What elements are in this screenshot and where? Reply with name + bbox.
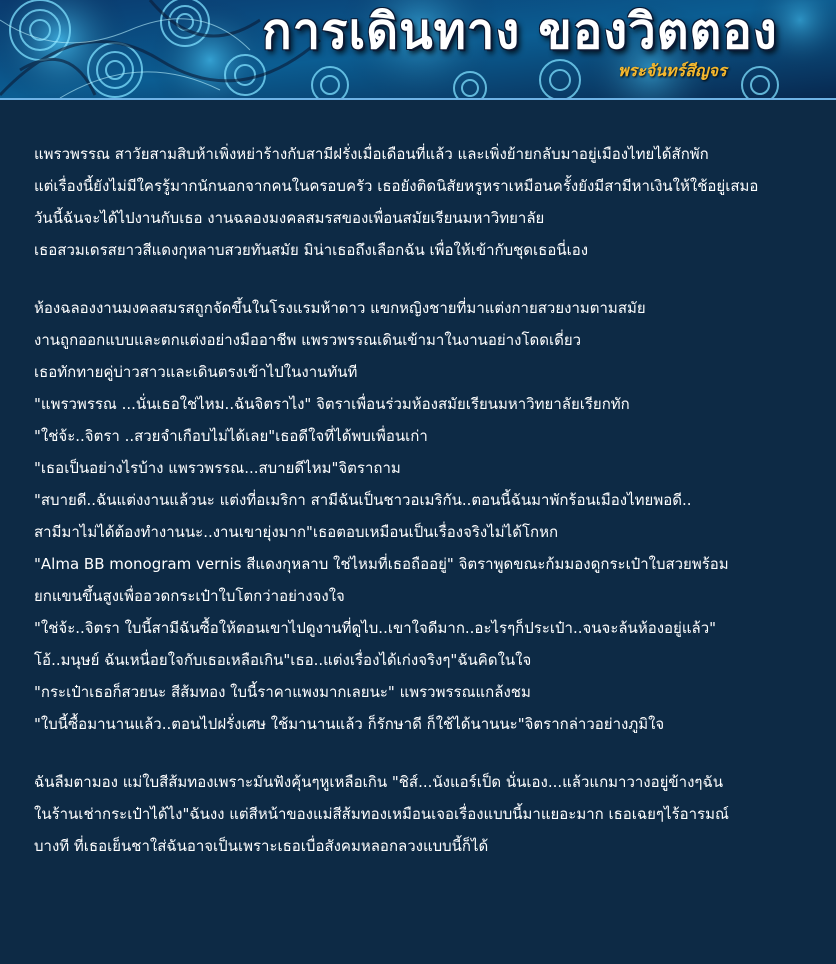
paragraph-3 xyxy=(34,766,824,862)
story-line: เธอสวมเดรสยาวสีแดงกุหลาบสวยทันสมัย มิน่าเธอถึงเลือกฉัน เพื่อให้เข้ากับชุดเธอนี่เอง xyxy=(34,241,589,259)
story-line: โอ้..มนุษย์ ฉันเหนื่อยใจกับเธอเหลือเกิน"เธอ..แต่งเรื่องได้เก่งจริงๆ"ฉันคิดในใจ xyxy=(34,651,532,669)
story-line: ยกแขนขึ้นสูงเพื่ออวดกระเป๋าใบโตกว่าอย่างจงใจ xyxy=(34,587,345,605)
story-line: ฉันลืมตามอง แม่ใบสีส้มทองเพราะมันฟังคุ้นๆหูเหลือเกิน "ชิส์...นังแอร์เป็ด นั่นเอง...แล้วแกมาวางอยู่ข้างๆฉัน xyxy=(34,773,723,791)
story-line: "ใช่จ้ะ..จิตรา ..สวยจำเกือบไม่ได้เลย"เธอดีใจที่ได้พบเพื่อนเก่า xyxy=(34,427,428,445)
story-line: แพรวพรรณ สาวัยสามสิบห้าเพิ่งหย่าร้างกับสามีฝรั่งเมื่อเดือนที่แล้ว และเพิ่งย้ายกลับมาอยู่เมืองไทยได้สักพัก xyxy=(34,145,709,163)
story-line: วันนี้ฉันจะได้ไปงานกับเธอ งานฉลองมงคลสมรสของเพื่อนสมัยเรียนมหาวิทยาลัย xyxy=(34,209,545,227)
story-text xyxy=(34,138,824,888)
story-line: "ใบนี้ซื้อมานานแล้ว..ตอนไปฝรั่งเศษ ใช้มานานแล้ว ก็รักษาดี ก็ใช้ได้นานนะ"จิตรากล่าวอย่างภูมิใจ xyxy=(34,715,665,733)
paragraph-2 xyxy=(34,292,824,740)
header-banner xyxy=(0,0,836,98)
story-line: ห้องฉลองงานมงคลสมรสถูกจัดขึ้นในโรงแรมห้าดาว แขกหญิงชายที่มาแต่งกายสวยงามตามสมัย xyxy=(34,299,646,317)
story-line: "สบายดี..ฉันแต่งงานแล้วนะ แต่งที่อเมริกา สามีฉันเป็นชาวอเมริกัน..ตอนนี้ฉันมาพักร้อนเมืองไทยพอดี.. xyxy=(34,491,692,509)
header-divider xyxy=(0,98,836,100)
page-title: การเดินทาง ของวิตตอง xyxy=(262,3,778,60)
paragraph-1 xyxy=(34,138,824,266)
story-line: ในร้านเช่ากระเป๋าได้ไง"ฉันงง แต่สีหน้าของแม่สีส้มทองเหมือนเจอเรื่องแบบนี้มาแยอะมาก เธอเฉยๆไร้อารมณ์ xyxy=(34,805,729,823)
story-line: "กระเป๋าเธอก็สวยนะ สีส้มทอง ใบนี้ราคาแพงมากเลยนะ" แพรวพรรณแกล้งชม xyxy=(34,683,531,701)
story-line: เธอทักทายคู่บ่าวสาวและเดินตรงเข้าไปในงานทันที xyxy=(34,363,358,381)
author-name: พระจันทร์สีญจร xyxy=(618,61,727,80)
story-line: แต่เรื่องนี้ยังไม่มีใครรู้มากนักนอกจากคนในครอบครัว เธอยังติดนิสัยหรูหราเหมือนครั้งยังมีสามีหาเงินให้ใช้อยู่เสมอ xyxy=(34,177,759,195)
story-line: บางที ที่เธอเย็นชาใส่ฉันอาจเป็นเพราะเธอเบื่อสังคมหลอกลวงแบบนี้ก็ได้ xyxy=(34,837,489,855)
story-line: "เธอเป็นอย่างไรบ้าง แพรวพรรณ...สบายดีไหม"จิตราถาม xyxy=(34,459,401,477)
story-line: สามีมาไม่ได้ต้องทำงานนะ..งานเขายุ่งมาก"เธอตอบเหมือนเป็นเรื่องจริงไม่ได้โกหก xyxy=(34,523,559,541)
story-line: "Alma BB monogram vernis สีแดงกุหลาบ ใช่ไหมที่เธอถืออยู่" จิตราพูดขณะก้มมองดูกระเป๋าใบสวยพร้อม xyxy=(34,555,729,573)
story-line: "ใช่จ้ะ..จิตรา ใบนี้สามีฉันซื้อให้ตอนเขาไปดูงานที่ดูไบ..เขาใจดีมาก..อะไรๆก็ประเป๋า..จนจะล้นห้องอยู่แล้ว" xyxy=(34,619,717,637)
story-line: งานถูกออกแบบและตกแต่งอย่างมืออาชีพ แพรวพรรณเดินเข้ามาในงานอย่างโดดเดี่ยว xyxy=(34,331,582,349)
story-line: "แพรวพรรณ ...นั่นเธอใช่ไหม..ฉันจิตราไง" จิตราเพื่อนร่วมห้องสมัยเรียนมหาวิทยาลัยเรียกทัก xyxy=(34,395,630,413)
